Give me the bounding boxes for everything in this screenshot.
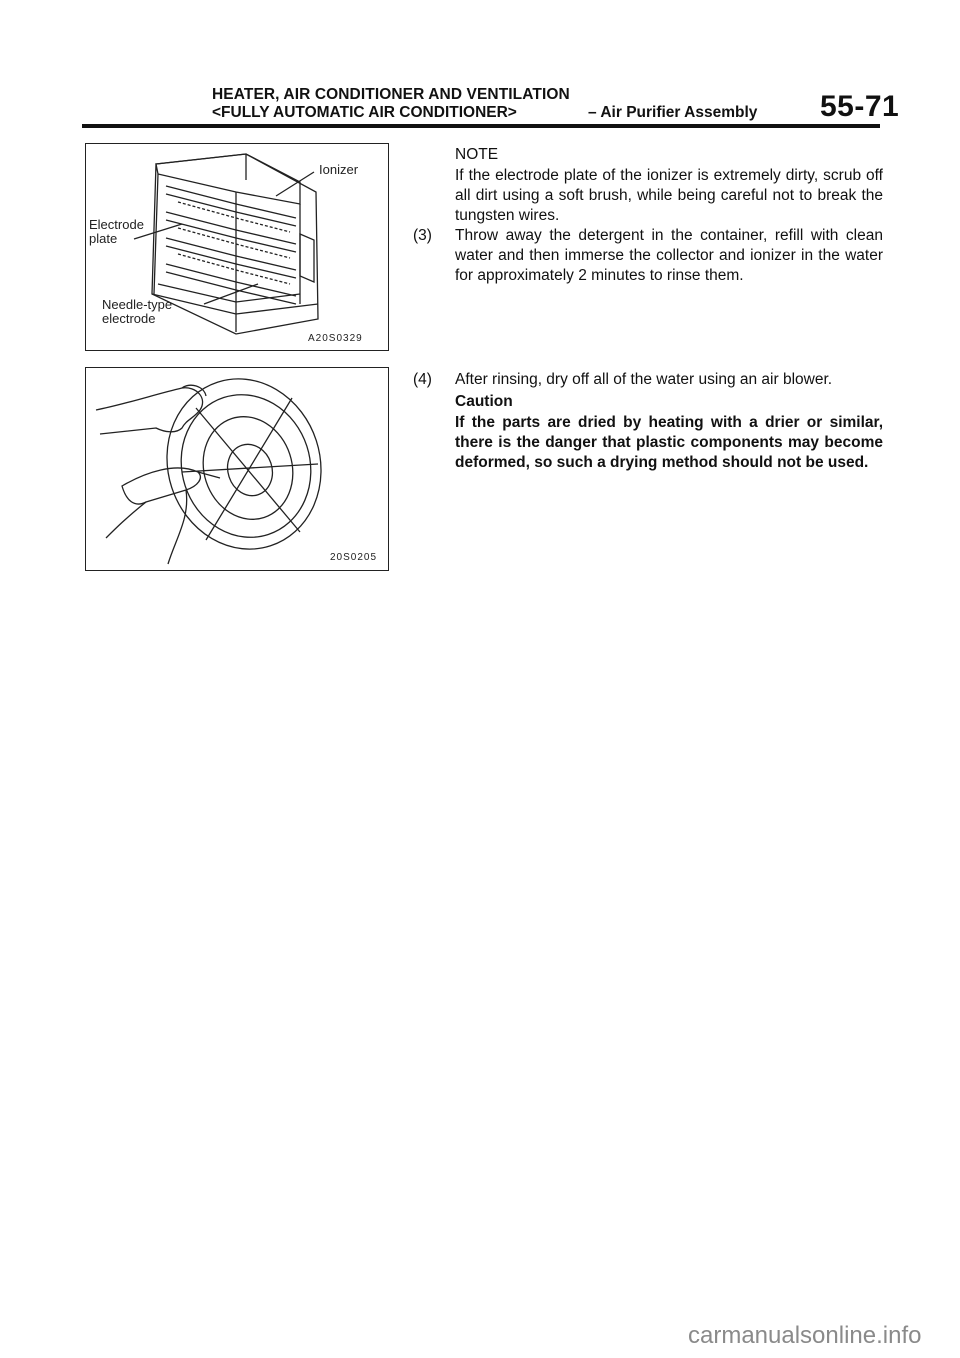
watermark: carmanualsonline.info: [688, 1322, 922, 1349]
figure-ionizer: [85, 143, 389, 351]
label-electrode-line2: plate: [89, 231, 118, 246]
label-ionizer: Ionizer: [319, 162, 359, 177]
note-title: NOTE: [455, 146, 499, 163]
step-number: (3): [413, 227, 432, 244]
step-text: After rinsing, dry off all of the water using an air blower.: [455, 371, 833, 388]
header-subtitle: <FULLY AUTOMATIC AIR CONDITIONER>: [212, 104, 517, 121]
header-title: HEATER, AIR CONDITIONER AND VENTILATION: [212, 86, 570, 103]
page-header: [0, 0, 960, 130]
step-number: (4): [413, 371, 432, 388]
figure-brushing: [85, 367, 389, 571]
label-needle-line2: electrode: [102, 311, 156, 326]
header-section: – Air Purifier Assembly: [588, 104, 758, 121]
step-text: Throw away the detergent in the container, refill with clean water and then immerse the collector and ionizer in the water for approximately 2 minutes to rinse them.: [455, 227, 883, 284]
figure-code: A20S0329: [308, 333, 363, 344]
label-electrode-line1: Electrode: [89, 217, 144, 232]
figure-code: 20S0205: [330, 552, 378, 563]
label-needle-line1: Needle-type: [102, 297, 173, 312]
brushing-drawing: [86, 368, 388, 570]
caution-title: Caution: [455, 393, 513, 410]
caution-body: If the parts are dried by heating with a drier or similar, there is the danger that plastic components may become deformed, so such a drying method should not be used.: [455, 414, 883, 471]
header-rule: [82, 124, 880, 128]
page-number: 55-71: [820, 90, 900, 123]
note-body: If the electrode plate of the ionizer is extremely dirty, scrub off all dirt using a soft brush, while being careful not to break the tungsten wires.: [455, 167, 883, 224]
